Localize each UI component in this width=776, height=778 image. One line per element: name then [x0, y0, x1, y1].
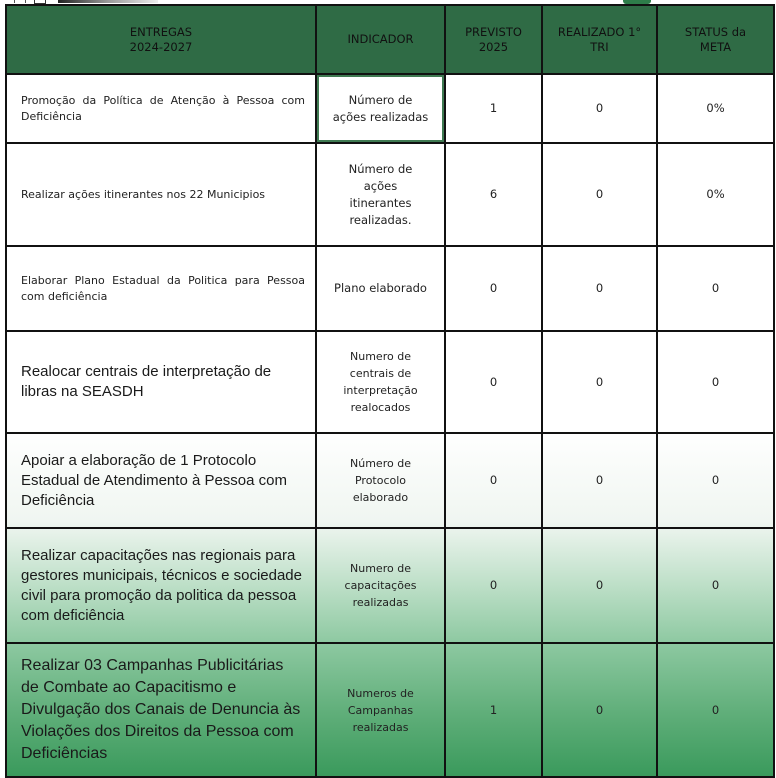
cell-previsto[interactable]: 0 — [445, 331, 542, 433]
cell-indicador[interactable]: Número de Protocolo elaborado — [316, 433, 445, 528]
table-row — [6, 433, 774, 528]
cell-entrega[interactable]: Realizar 03 Campanhas Publicitárias de Combate ao Capacitismo e Divulgação dos Canais de Denuncia às Violações dos Direitos da Pessoa com Deficiências — [6, 643, 316, 777]
cell-indicador[interactable]: Numeros de Campanhas realizadas — [316, 643, 445, 777]
cell-entrega[interactable]: Apoiar a elaboração de 1 Protocolo Estadual de Atendimento à Pessoa com Deficiência — [6, 433, 316, 528]
table-row — [6, 74, 774, 143]
cell-indicador[interactable]: Numero de centrais de interpretação realocados — [316, 331, 445, 433]
header-indicador: INDICADOR — [316, 5, 445, 74]
cell-previsto[interactable]: 0 — [445, 528, 542, 643]
header-status: STATUS da META — [657, 5, 774, 74]
cell-previsto[interactable]: 6 — [445, 143, 542, 246]
deliverables-table — [5, 4, 775, 778]
cell-status[interactable]: 0% — [657, 143, 774, 246]
cell-status[interactable]: 0 — [657, 643, 774, 777]
cell-previsto[interactable]: 1 — [445, 74, 542, 143]
decorative-image-fragment — [14, 0, 26, 3]
table-row — [6, 528, 774, 643]
table-row — [6, 143, 774, 246]
cell-entrega[interactable]: Realocar centrais de interpretação de libras na SEASDH — [6, 331, 316, 433]
cell-entrega[interactable]: Realizar ações itinerantes nos 22 Municipios — [6, 143, 316, 246]
cell-entrega[interactable]: Elaborar Plano Estadual da Politica para Pessoa com deficiência — [6, 246, 316, 331]
cell-indicador[interactable]: Numero de capacitações realizadas — [316, 528, 445, 643]
cell-previsto[interactable]: 0 — [445, 246, 542, 331]
cell-status[interactable]: 0 — [657, 528, 774, 643]
decorative-image-fragment — [58, 0, 158, 3]
cell-indicador[interactable]: Plano elaborado — [316, 246, 445, 331]
table-row — [6, 331, 774, 433]
header-entregas: ENTREGAS 2024-2027 — [6, 5, 316, 74]
cell-realizado[interactable]: 0 — [542, 246, 657, 331]
table-row — [6, 643, 774, 777]
deliverables-table-container — [5, 4, 773, 776]
cell-status[interactable]: 0% — [657, 74, 774, 143]
cell-realizado[interactable]: 0 — [542, 74, 657, 143]
cell-realizado[interactable]: 0 — [542, 528, 657, 643]
header-previsto: PREVISTO 2025 — [445, 5, 542, 74]
cell-realizado[interactable]: 0 — [542, 143, 657, 246]
cell-realizado[interactable]: 0 — [542, 433, 657, 528]
table-row — [6, 246, 774, 331]
cell-status[interactable]: 0 — [657, 331, 774, 433]
cell-status[interactable]: 0 — [657, 433, 774, 528]
cell-realizado[interactable]: 0 — [542, 643, 657, 777]
header-realizado: REALIZADO 1° TRI — [542, 5, 657, 74]
cell-indicador[interactable]: Número de ações itinerantes realizadas. — [316, 143, 445, 246]
cell-realizado[interactable]: 0 — [542, 331, 657, 433]
cell-indicador[interactable]: Número de ações realizadas — [316, 74, 445, 143]
cell-status[interactable]: 0 — [657, 246, 774, 331]
cell-previsto[interactable]: 0 — [445, 433, 542, 528]
cell-entrega[interactable]: Promoção da Política de Atenção à Pessoa com Deficiência — [6, 74, 316, 143]
cell-previsto[interactable]: 1 — [445, 643, 542, 777]
cell-entrega[interactable]: Realizar capacitações nas regionais para gestores municipais, técnicos e sociedade civil para promoção da politica da pessoa com deficiência — [6, 528, 316, 643]
table-header-row — [6, 5, 774, 74]
